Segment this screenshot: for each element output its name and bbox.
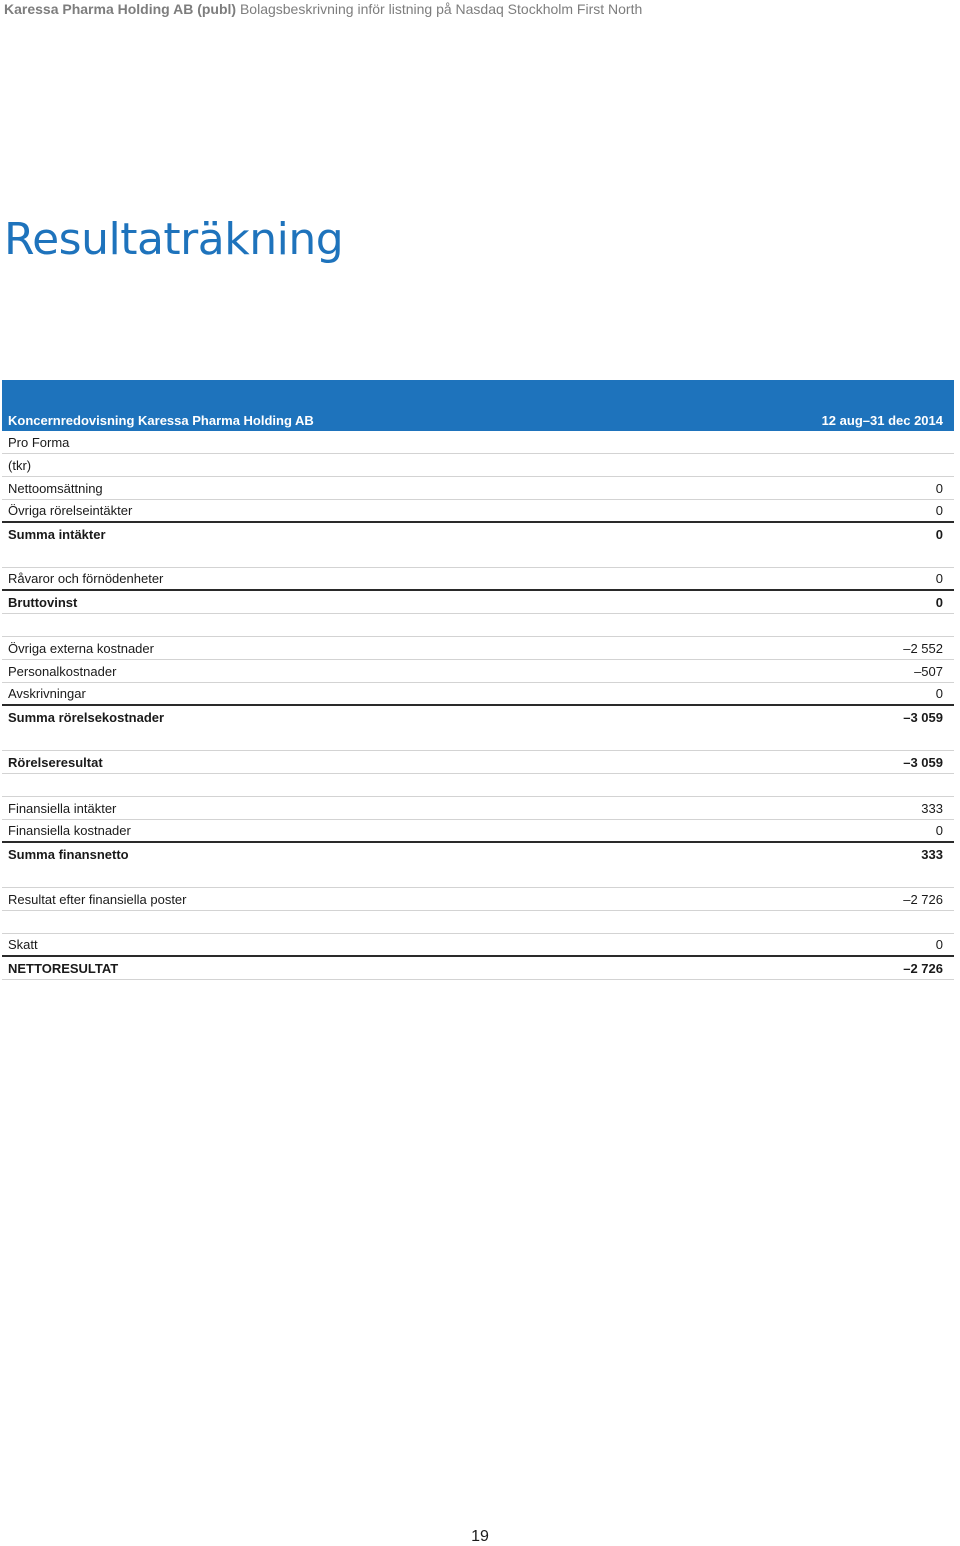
row-label: Summa rörelsekostnader [8, 710, 165, 725]
row-label: Finansiella kostnader [8, 823, 131, 838]
subtotal-row [2, 523, 954, 545]
header-company: Karessa Pharma Holding AB (publ) [4, 1, 237, 17]
subtotal-row [2, 706, 954, 728]
table-row [2, 500, 954, 523]
row-label: Rörelseresultat [8, 755, 103, 770]
row-value: 0 [935, 823, 943, 838]
table-spacer [2, 774, 954, 797]
net-result-row [2, 957, 954, 980]
row-value: –2 726 [903, 961, 943, 976]
row-label: Avskrivningar [8, 686, 86, 701]
row-value: –3 059 [903, 755, 943, 770]
table-row [2, 660, 954, 683]
row-label: Skatt [8, 937, 38, 952]
table-spacer [2, 865, 954, 888]
row-label: Nettoomsättning [8, 481, 103, 496]
table-spacer [2, 614, 954, 637]
table-spacer [2, 728, 954, 751]
row-value: 0 [935, 937, 943, 952]
row-label: Personalkostnader [8, 664, 117, 679]
row-label: Bruttovinst [8, 595, 78, 610]
table-row [2, 683, 954, 706]
row-label: Övriga externa kostnader [8, 641, 154, 656]
table-spacer [2, 545, 954, 568]
row-value: 0 [935, 686, 943, 701]
row-label: Övriga rörelseintäkter [8, 503, 133, 518]
row-value: –507 [914, 664, 943, 679]
table-row [2, 934, 954, 957]
page-number: 19 [471, 1528, 489, 1545]
page-title: Resultaträkning [4, 214, 344, 265]
table-header [2, 380, 954, 431]
row-label: (tkr) [8, 458, 32, 473]
row-label: Summa finansnetto [8, 847, 129, 862]
table-spacer [2, 911, 954, 934]
row-value: 333 [921, 801, 943, 816]
row-label: Pro Forma [8, 435, 70, 450]
subtotal-row [2, 591, 954, 614]
row-value: –2 552 [903, 641, 943, 656]
table-row [2, 431, 954, 454]
table-period: 12 aug–31 dec 2014 [821, 413, 943, 428]
row-value: –3 059 [903, 710, 943, 725]
table-row [2, 797, 954, 820]
table-row [2, 568, 954, 591]
header-document-title: Bolagsbeskrivning inför listning på Nasdaq Stockholm First North [239, 1, 643, 17]
table-row [2, 888, 954, 911]
row-value: 0 [935, 503, 943, 518]
row-value: –2 726 [903, 892, 943, 907]
running-header [4, 0, 642, 18]
row-label: NETTORESULTAT [8, 961, 119, 976]
row-value: 0 [935, 571, 943, 586]
row-value: 333 [921, 847, 943, 862]
row-label: Resultat efter finansiella poster [8, 892, 187, 907]
table-row [2, 637, 954, 660]
row-label: Finansiella intäkter [8, 801, 117, 816]
row-value: 0 [935, 481, 943, 496]
row-value: 0 [935, 527, 943, 542]
table-row [2, 454, 954, 477]
subtotal-row [2, 843, 954, 865]
row-value: 0 [935, 595, 943, 610]
table-row [2, 477, 954, 500]
income-statement-table [2, 380, 954, 980]
subtotal-row [2, 751, 954, 774]
table-title: Koncernredovisning Karessa Pharma Holding AB [8, 413, 314, 428]
table-row [2, 820, 954, 843]
row-label: Råvaror och förnödenheter [8, 571, 164, 586]
row-label: Summa intäkter [8, 527, 106, 542]
